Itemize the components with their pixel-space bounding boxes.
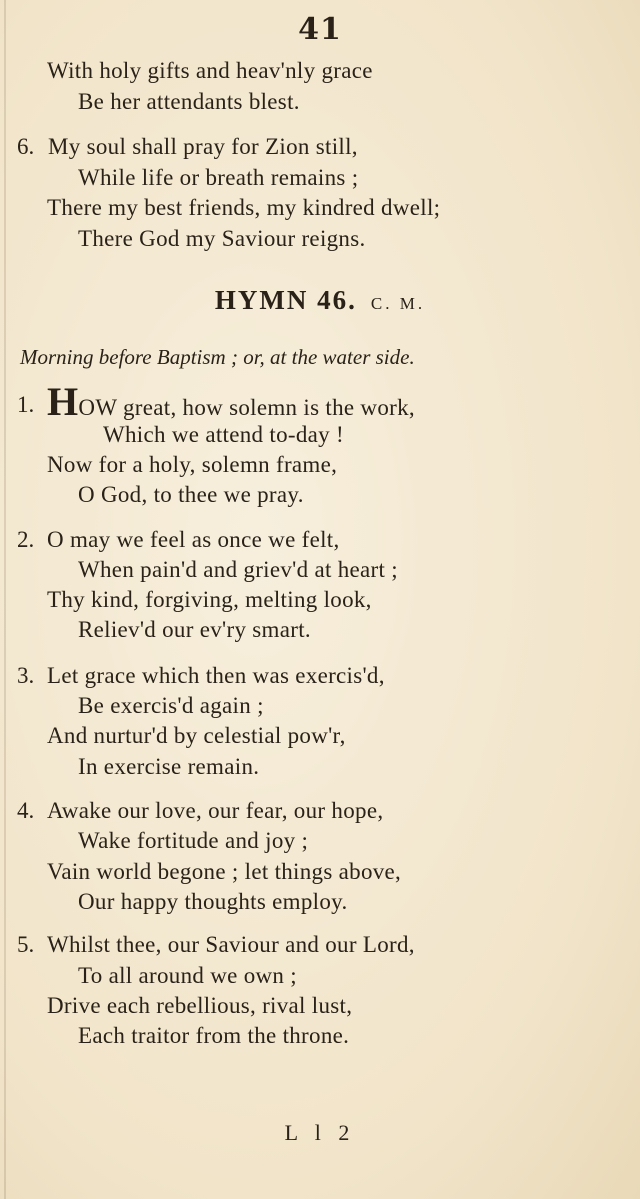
carry-over-line-1: With holy gifts and heav'nly grace (47, 58, 373, 83)
verse-3-line-1: Let grace which then was exercis'd, (47, 663, 385, 688)
verse-1-line-1 (47, 379, 415, 424)
verse-6-line-3: There my best friends, my kindred dwell; (47, 195, 441, 220)
verse-3-line-3: And nurtur'd by celestial pow'r, (47, 723, 346, 748)
verse-4-line-2: Wake fortitude and joy ; (78, 828, 309, 853)
page-number: 41 (298, 12, 342, 47)
verse-1-line-4: O God, to thee we pray. (78, 482, 304, 507)
verse-number-6: 6. (17, 134, 35, 159)
verse-number-2: 2. (17, 527, 35, 552)
verse-5-line-4: Each traitor from the throne. (78, 1023, 350, 1048)
verse-3-line-4: In exercise remain. (78, 754, 260, 779)
hymn-subtitle: Morning before Baptism ; or, at the water side. (20, 345, 415, 369)
verse-number-3: 3. (17, 663, 35, 688)
verse-4-line-1: Awake our love, our fear, our hope, (47, 798, 384, 823)
hymn-heading (0, 285, 640, 316)
verse-number-1: 1. (17, 392, 35, 417)
verse-6-line-1: My soul shall pray for Zion still, (48, 134, 358, 159)
drop-cap: H (47, 379, 79, 424)
hymn-meter: C. M. (370, 294, 426, 313)
verse-6-line-2: While life or breath remains ; (78, 165, 359, 190)
verse-4-line-3: Vain world begone ; let things above, (47, 859, 402, 884)
verse-2-line-2: When pain'd and griev'd at heart ; (78, 557, 398, 582)
verse-1-line-3: Now for a holy, solemn frame, (47, 452, 338, 477)
verse-6-line-4: There God my Saviour reigns. (78, 226, 366, 251)
verse-3-line-2: Be exercis'd again ; (78, 693, 264, 718)
verse-1-line-1-text: OW great, how solemn is the work, (78, 395, 415, 420)
signature-mark: L l 2 (284, 1120, 356, 1145)
verse-2-line-3: Thy kind, forgiving, melting look, (47, 587, 372, 612)
page-edge (4, 0, 6, 1199)
verse-5-line-2: To all around we own ; (78, 963, 297, 988)
verse-number-5: 5. (17, 932, 35, 957)
carry-over-line-2: Be her attendants blest. (78, 89, 300, 114)
verse-5-line-3: Drive each rebellious, rival lust, (47, 993, 353, 1018)
verse-1-line-2: Which we attend to-day ! (103, 422, 344, 447)
verse-5-line-1: Whilst thee, our Saviour and our Lord, (47, 932, 415, 957)
verse-number-4: 4. (17, 798, 35, 823)
hymn-title: HYMN 46. (214, 285, 357, 315)
verse-2-line-1: O may we feel as once we felt, (47, 527, 340, 552)
verse-2-line-4: Reliev'd our ev'ry smart. (78, 617, 311, 642)
verse-4-line-4: Our happy thoughts employ. (78, 889, 348, 914)
